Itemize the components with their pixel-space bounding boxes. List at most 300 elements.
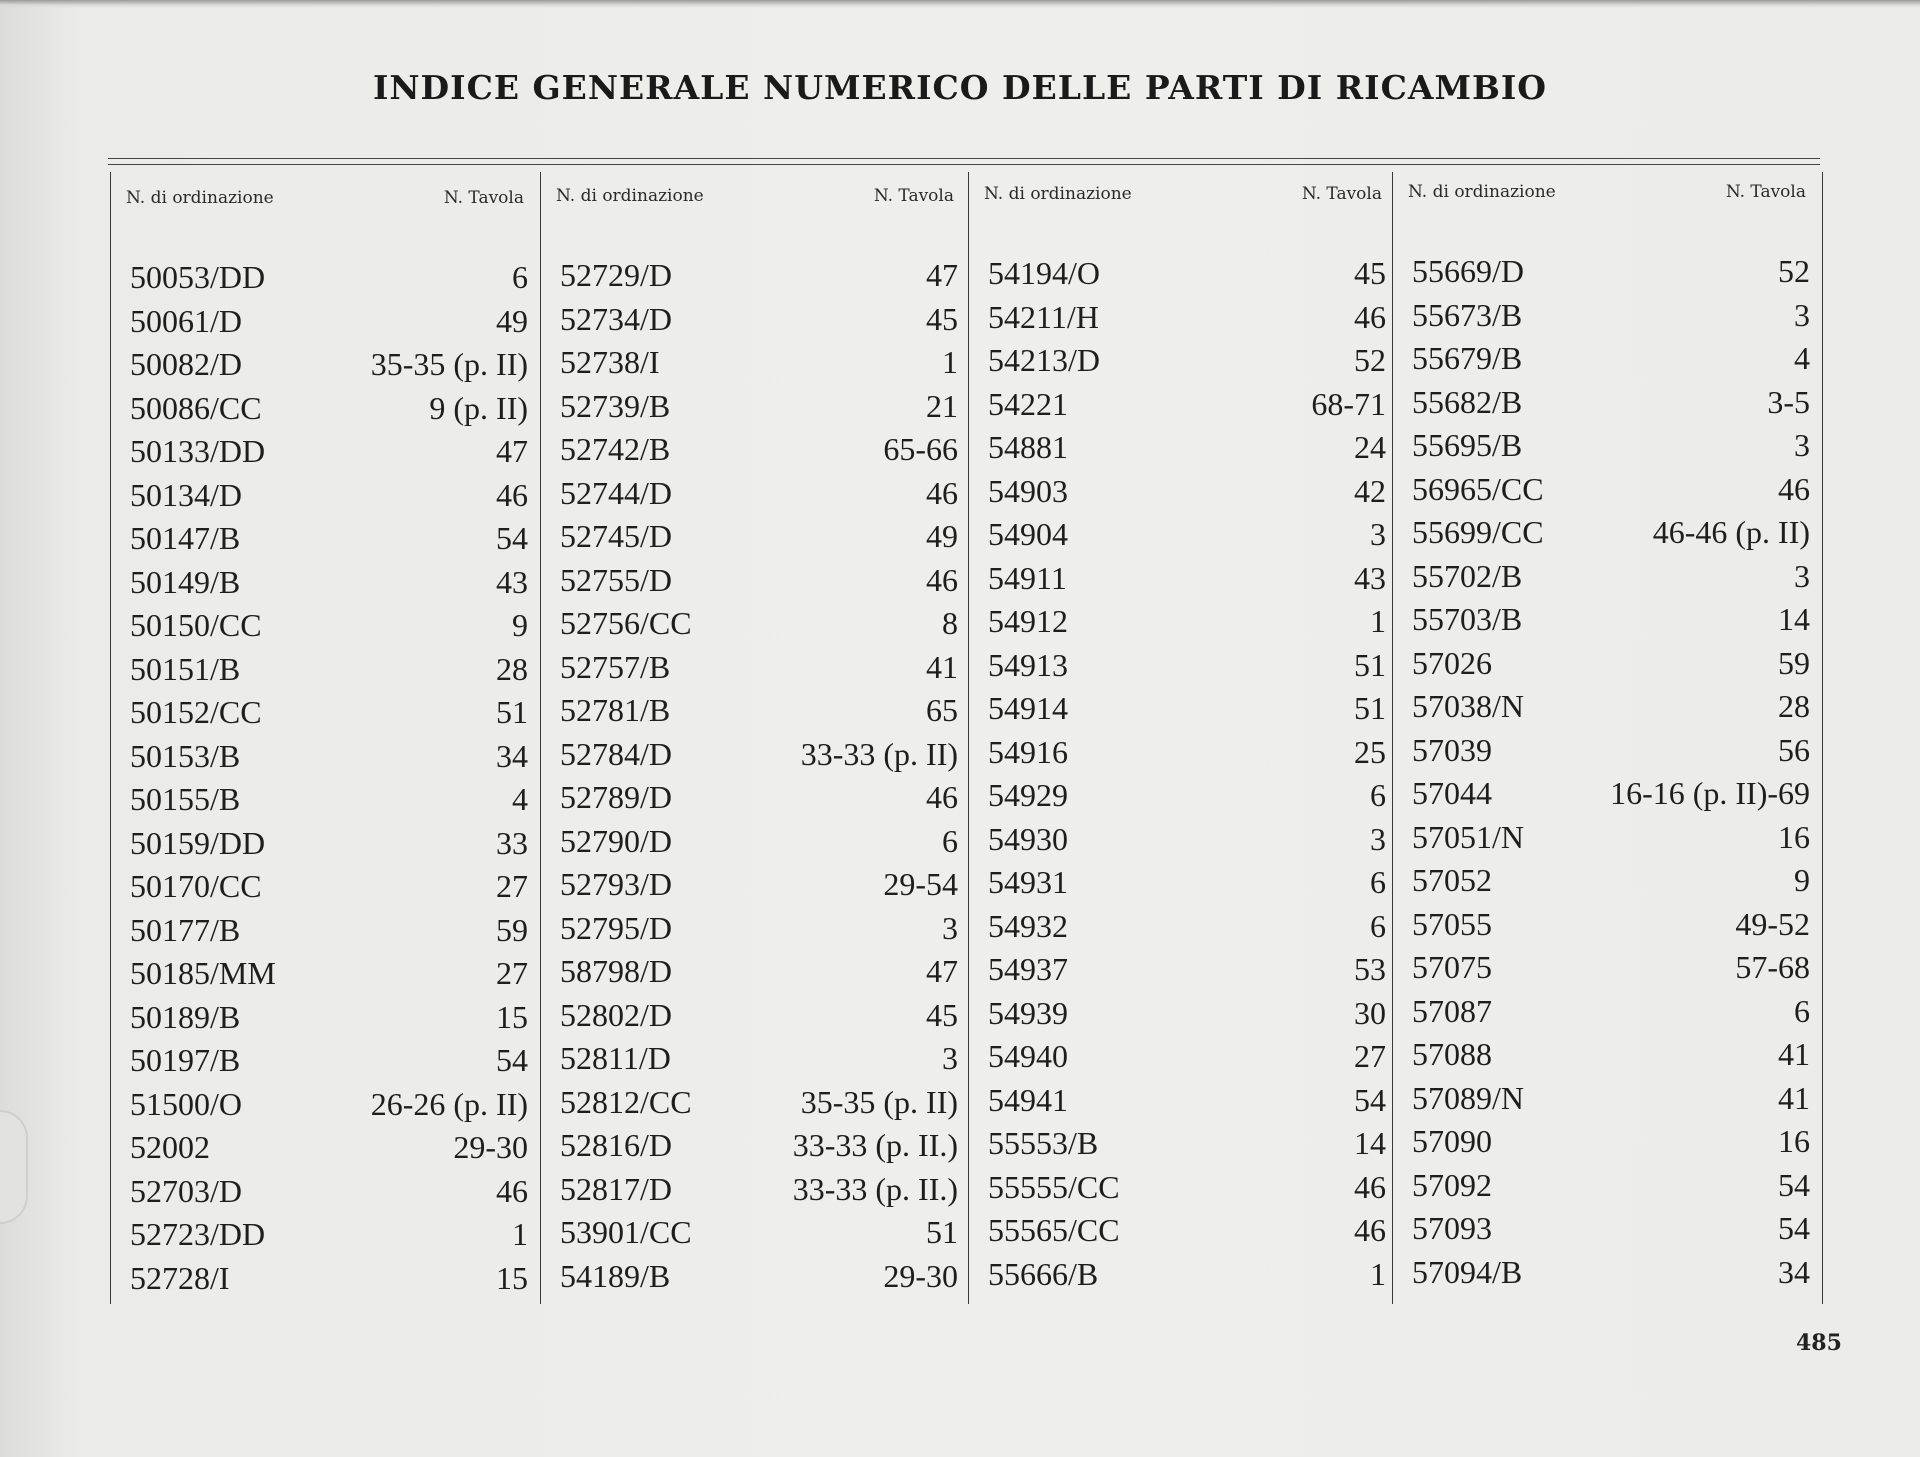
tavola-number: 33-33 (p. II.) [792,1127,958,1163]
column-divider [968,172,969,1304]
order-number: 50185/MM [130,955,276,991]
table-row [542,994,968,1038]
tavola-number: 54 [1778,1166,1810,1203]
tavola-number: 57-68 [1735,949,1810,985]
tavola-number: 14 [1354,1125,1386,1161]
table-row [542,559,968,603]
tavola-number: 3 [1794,296,1810,333]
table-row [1394,424,1820,468]
order-number: 50151/B [130,650,241,687]
tavola-number: 3-5 [1767,383,1810,420]
tavola-number: 46-46 (p. II) [1652,514,1810,550]
page-top-edge [0,0,1920,8]
order-number: 52755/D [560,561,672,598]
order-number: 57092 [1412,1166,1492,1203]
table-row [112,1257,538,1301]
table-row [970,1209,1396,1253]
order-number: 57075 [1412,949,1492,985]
order-number: 52816/D [560,1127,672,1163]
tavola-number: 4 [512,781,528,817]
order-number: 50149/B [130,563,241,600]
table-row [1394,337,1820,381]
table-row [542,472,968,516]
table-row [1394,468,1820,512]
table-row [542,733,968,777]
tavola-number: 46 [926,474,958,511]
table-row [542,1037,968,1081]
tavola-number: 52 [1778,253,1810,289]
order-number: 50177/B [130,911,241,948]
table-row [970,600,1396,644]
table-row [970,1035,1396,1079]
table-row [112,648,538,692]
tavola-number: 15 [496,998,528,1035]
table-row [112,1083,538,1127]
table-row [1394,1207,1820,1251]
order-number: 54913 [988,646,1068,683]
tavola-number: 29-30 [453,1129,528,1165]
tavola-number: 6 [512,259,528,295]
order-number: 57051/N [1412,818,1524,855]
table-row [1394,859,1820,903]
order-number: 54904 [988,516,1068,552]
order-number: 50086/CC [130,389,262,426]
tavola-number: 6 [1794,992,1810,1029]
column-rows [542,254,968,1298]
order-number: 57089/N [1412,1079,1524,1116]
order-number: 54930 [988,820,1068,857]
tavola-number: 29-30 [883,1257,958,1294]
table-row [1394,990,1820,1034]
tavola-number: 6 [1370,777,1386,813]
table-row [112,561,538,605]
order-number: 54937 [988,951,1068,987]
table-row [112,430,538,474]
tavola-number: 16 [1778,818,1810,855]
order-number: 52703/D [130,1172,242,1209]
tavola-number: 27 [1354,1038,1386,1074]
tavola-number: 51 [496,694,528,730]
order-number: 57052 [1412,862,1492,898]
tavola-number: 54 [1354,1081,1386,1118]
table-row [112,1039,538,1083]
tavola-number: 8 [942,605,958,641]
table-row [542,254,968,298]
order-number: 54912 [988,603,1068,639]
table-row [542,689,968,733]
order-number: 57055 [1412,905,1492,942]
tavola-number: 43 [1354,559,1386,596]
table-row [970,339,1396,383]
table-row [970,1166,1396,1210]
table-row [1394,946,1820,990]
column-divider [540,172,541,1304]
table-row [112,735,538,779]
table-row [542,820,968,864]
table-row [1394,1120,1820,1164]
table-row [1394,816,1820,860]
table-row [112,865,538,909]
order-number: 57039 [1412,731,1492,768]
table-row [1394,511,1820,555]
tavola-number: 43 [496,563,528,600]
order-number: 54931 [988,864,1068,900]
tavola-number: 28 [496,650,528,687]
header-order-number: N. di ordinazione [126,188,274,208]
order-number: 52723/DD [130,1216,266,1252]
table-row [542,646,968,690]
tavola-number: 33-33 (p. II.) [792,1170,958,1207]
order-number: 54941 [988,1081,1068,1118]
tavola-number: 53 [1354,951,1386,987]
order-number: 52739/B [560,387,671,424]
tavola-number: 47 [496,433,528,469]
table-row [970,818,1396,862]
table-row [1394,294,1820,338]
table-row [970,992,1396,1036]
tavola-number: 24 [1354,429,1386,465]
index-column [112,168,538,1308]
order-number: 52793/D [560,866,672,902]
tavola-number: 9 [1794,862,1810,898]
order-number: 54916 [988,733,1068,770]
tavola-number: 41 [1778,1036,1810,1072]
order-number: 52734/D [560,300,672,337]
order-number: 54939 [988,994,1068,1031]
tavola-number: 15 [496,1259,528,1296]
table-row [970,1253,1396,1297]
order-number: 54881 [988,429,1068,465]
table-row [1394,250,1820,294]
order-number: 52784/D [560,735,672,772]
order-number: 55673/B [1412,296,1523,333]
tavola-number: 65 [926,692,958,728]
order-number: 57026 [1412,644,1492,681]
order-number: 54213/D [988,342,1100,378]
order-number: 54929 [988,777,1068,813]
table-row [970,1079,1396,1123]
order-number: 57038/N [1412,688,1524,724]
index-column [1394,162,1820,1302]
order-number: 52790/D [560,822,672,859]
table-row [970,557,1396,601]
table-row [970,426,1396,470]
order-number: 52757/B [560,648,671,685]
tavola-number: 46 [1354,298,1386,335]
order-number: 50189/B [130,998,241,1035]
column-divider [110,172,111,1304]
tavola-number: 45 [1354,255,1386,291]
order-number: 52789/D [560,779,672,815]
order-number: 55682/B [1412,383,1523,420]
table-row [112,256,538,300]
table-row [970,252,1396,296]
table-row [1394,685,1820,729]
order-number: 54940 [988,1038,1068,1074]
order-number: 55553/B [988,1125,1099,1161]
order-number: 55703/B [1412,601,1523,637]
table-row [970,296,1396,340]
tavola-number: 1 [1370,1255,1386,1292]
tavola-number: 35-35 (p. II) [370,346,528,382]
tavola-number: 1 [512,1216,528,1252]
order-number: 52756/CC [560,605,692,641]
tavola-number: 41 [1778,1079,1810,1116]
table-row [542,950,968,994]
table-row [542,515,968,559]
order-number: 54211/H [988,298,1099,335]
tavola-number: 54 [496,520,528,556]
order-number: 52002 [130,1129,210,1165]
table-row [970,861,1396,905]
table-row [542,428,968,472]
table-row [1394,642,1820,686]
table-row [542,1255,968,1299]
tavola-number: 25 [1354,733,1386,770]
table-row [542,907,968,951]
order-number: 58798/D [560,953,672,989]
tavola-number: 51 [1354,646,1386,683]
tavola-number: 21 [926,387,958,424]
table-row [970,905,1396,949]
tavola-number: 3 [1794,427,1810,463]
binding-clip-shadow [0,1110,28,1224]
table-row [112,778,538,822]
table-row [112,909,538,953]
tavola-number: 14 [1778,601,1810,637]
header-tavola: N. Tavola [1301,184,1382,204]
table-row [112,691,538,735]
order-number: 50150/CC [130,607,262,643]
tavola-number: 52 [1354,342,1386,378]
column-header [1394,182,1820,212]
tavola-number: 33 [496,824,528,861]
table-row [1394,903,1820,947]
tavola-number: 1 [1370,603,1386,639]
order-number: 52817/D [560,1170,672,1207]
tavola-number: 3 [1794,557,1810,594]
column-rows [112,256,538,1300]
order-number: 52738/I [560,344,660,380]
tavola-number: 42 [1354,472,1386,509]
table-row [970,774,1396,818]
table-row [1394,1251,1820,1295]
tavola-number: 3 [942,909,958,946]
table-row [112,1126,538,1170]
table-row [542,776,968,820]
order-number: 50159/DD [130,824,266,861]
tavola-number: 54 [496,1042,528,1078]
table-row [542,1124,968,1168]
order-number: 54914 [988,690,1068,726]
tavola-number: 35-35 (p. II) [800,1083,958,1120]
order-number: 55699/CC [1412,514,1544,550]
table-row [970,644,1396,688]
order-number: 54932 [988,907,1068,944]
tavola-number: 46 [926,779,958,815]
tavola-number: 49 [926,518,958,554]
table-row [542,602,968,646]
tavola-number: 4 [1794,340,1810,376]
table-row [970,383,1396,427]
tavola-number: 47 [926,257,958,293]
order-number: 55702/B [1412,557,1523,594]
table-row [112,300,538,344]
order-number: 50197/B [130,1042,241,1078]
column-header [970,184,1396,214]
order-number: 50134/D [130,476,242,513]
tavola-number: 47 [926,953,958,989]
tavola-number: 65-66 [883,431,958,467]
order-number: 57094/B [1412,1253,1523,1290]
tavola-number: 6 [1370,864,1386,900]
table-row [1394,772,1820,816]
order-number: 56965/CC [1412,470,1544,507]
table-row [542,1211,968,1255]
order-number: 52812/CC [560,1083,692,1120]
tavola-number: 30 [1354,994,1386,1031]
tavola-number: 51 [926,1214,958,1250]
tavola-number: 46 [496,1172,528,1209]
order-number: 50170/CC [130,868,262,904]
table-row [970,1122,1396,1166]
tavola-number: 54 [1778,1210,1810,1246]
tavola-number: 51 [1354,690,1386,726]
order-number: 54911 [988,559,1067,596]
tavola-number: 45 [926,300,958,337]
order-number: 53901/CC [560,1214,692,1250]
tavola-number: 59 [1778,644,1810,681]
table-row [112,952,538,996]
page-title: INDICE GENERALE NUMERICO DELLE PARTI DI RICAMBIO [372,68,1548,107]
tavola-number: 27 [496,868,528,904]
order-number: 57088 [1412,1036,1492,1072]
order-number: 55555/CC [988,1168,1120,1205]
tavola-number: 33-33 (p. II) [800,735,958,772]
order-number: 50082/D [130,346,242,382]
tavola-number: 59 [496,911,528,948]
column-header [542,186,968,216]
order-number: 50133/DD [130,433,266,469]
column-divider [1822,172,1823,1304]
order-number: 52729/D [560,257,672,293]
tavola-number: 16 [1778,1123,1810,1159]
table-row [1394,598,1820,642]
order-number: 57044 [1412,775,1492,811]
tavola-number: 41 [926,648,958,685]
table-row [970,687,1396,731]
order-number: 55565/CC [988,1212,1120,1248]
order-number: 50147/B [130,520,241,556]
order-number: 52728/I [130,1259,230,1296]
table-row [112,517,538,561]
order-number: 50155/B [130,781,241,817]
tavola-number: 46 [926,561,958,598]
table-row [112,1213,538,1257]
order-number: 50152/CC [130,694,262,730]
tavola-number: 34 [1778,1253,1810,1290]
column-rows [1394,250,1820,1294]
table-row [542,863,968,907]
order-number: 50061/D [130,302,242,339]
order-number: 54221 [988,385,1068,422]
order-number: 52781/B [560,692,671,728]
tavola-number: 27 [496,955,528,991]
header-tavola: N. Tavola [873,186,954,206]
tavola-number: 49 [496,302,528,339]
order-number: 52745/D [560,518,672,554]
tavola-number: 3 [1370,516,1386,552]
order-number: 54194/O [988,255,1100,291]
order-number: 55695/B [1412,427,1523,463]
tavola-number: 56 [1778,731,1810,768]
tavola-number: 6 [1370,907,1386,944]
table-row [970,948,1396,992]
order-number: 57093 [1412,1210,1492,1246]
order-number: 54903 [988,472,1068,509]
index-column [970,164,1396,1304]
table-row [112,343,538,387]
tavola-number: 49-52 [1735,905,1810,942]
table-row [970,470,1396,514]
tavola-number: 6 [942,822,958,859]
header-order-number: N. di ordinazione [984,184,1132,204]
header-tavola: N. Tavola [443,188,524,208]
tavola-number: 9 (p. II) [429,389,528,426]
tavola-number: 26-26 (p. II) [370,1085,528,1122]
table-row [112,996,538,1040]
tavola-number: 3 [1370,820,1386,857]
table-row [970,513,1396,557]
tavola-number: 3 [942,1040,958,1076]
header-tavola: N. Tavola [1725,182,1806,202]
table-row [112,387,538,431]
order-number: 51500/O [130,1085,242,1122]
header-rule-top [108,158,1820,159]
tavola-number: 46 [1354,1212,1386,1248]
order-number: 52802/D [560,996,672,1033]
column-header [112,188,538,218]
tavola-number: 1 [942,344,958,380]
table-row [1394,1164,1820,1208]
table-row [542,1081,968,1125]
column-rows [970,252,1396,1296]
table-row [542,298,968,342]
table-row [1394,1077,1820,1121]
table-row [542,341,968,385]
order-number: 52811/D [560,1040,671,1076]
table-row [112,822,538,866]
table-row [1394,729,1820,773]
tavola-number: 16-16 (p. II)-69 [1610,775,1810,811]
table-row [112,474,538,518]
tavola-number: 45 [926,996,958,1033]
order-number: 50053/DD [130,259,266,295]
table-row [112,604,538,648]
order-number: 55666/B [988,1255,1099,1292]
order-number: 52795/D [560,909,672,946]
order-number: 50153/B [130,737,241,774]
tavola-number: 29-54 [883,866,958,902]
index-column [542,166,968,1306]
tavola-number: 28 [1778,688,1810,724]
page-number: 485 [1796,1330,1842,1356]
tavola-number: 46 [496,476,528,513]
order-number: 54189/B [560,1257,671,1294]
table-row [1394,555,1820,599]
tavola-number: 46 [1778,470,1810,507]
tavola-number: 34 [496,737,528,774]
